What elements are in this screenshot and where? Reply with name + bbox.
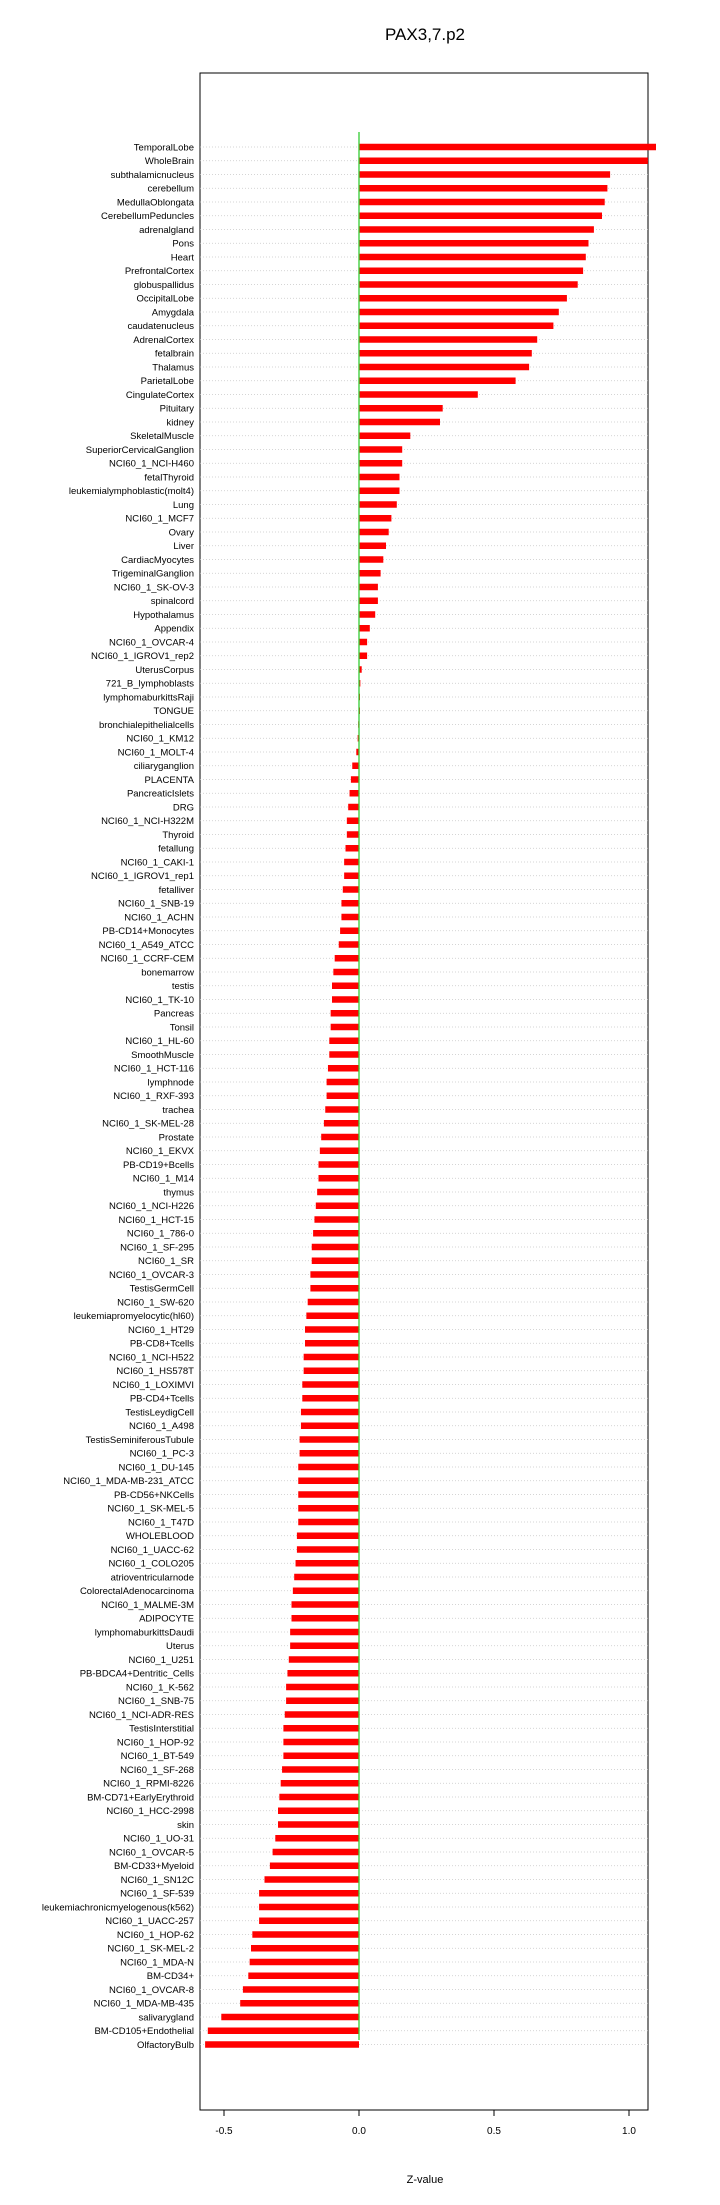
bar — [359, 474, 400, 481]
category-label: NCI60_1_SK-MEL-5 — [107, 1503, 194, 1515]
category-label: NCI60_1_IGROV1_rep2 — [91, 651, 194, 663]
bar — [259, 1890, 359, 1897]
category-label: NCI60_1_IGROV1_rep1 — [91, 871, 194, 883]
category-label: cerebellum — [147, 183, 194, 195]
category-label: PB-CD19+Bcells — [122, 1159, 194, 1171]
category-label: NCI60_1_RPMI-8226 — [103, 1778, 194, 1790]
bar — [259, 1904, 359, 1911]
category-label: PancreaticIslets — [126, 788, 194, 800]
bar — [290, 1643, 359, 1650]
bar — [312, 1258, 359, 1265]
bar — [302, 1381, 359, 1388]
category-label: kidney — [166, 417, 194, 429]
bar — [359, 570, 381, 577]
category-label: NCI60_1_SNB-19 — [117, 898, 194, 910]
x-tick-label: 1.0 — [622, 2126, 636, 2137]
bar — [250, 1959, 359, 1966]
category-label: Pons — [172, 238, 194, 250]
category-label: PB-BDCA4+Dentritic_Cells — [79, 1668, 194, 1680]
category-label: NCI60_1_TK-10 — [125, 994, 194, 1006]
bar — [359, 625, 370, 632]
bar — [359, 405, 443, 412]
bar — [306, 1313, 359, 1320]
bar — [300, 1436, 359, 1443]
bar — [292, 1601, 360, 1608]
category-label: NCI60_1_SK-OV-3 — [113, 582, 194, 594]
category-label: NCI60_1_OVCAR-4 — [108, 637, 194, 649]
bar — [359, 144, 656, 151]
category-label: SkeletalMuscle — [130, 431, 194, 443]
category-label: SuperiorCervicalGanglion — [85, 444, 194, 456]
category-label: atrioventricularnode — [110, 1572, 194, 1584]
category-label: NCI60_1_SF-295 — [120, 1242, 194, 1254]
bar — [321, 1134, 359, 1141]
category-label: NCI60_1_UACC-257 — [105, 1916, 194, 1928]
bar — [248, 1973, 359, 1980]
bar — [359, 185, 607, 192]
category-label: Thyroid — [162, 829, 194, 841]
category-label: TestisGermCell — [129, 1283, 194, 1295]
category-label: NCI60_1_M14 — [132, 1173, 194, 1185]
category-label: WholeBrain — [144, 156, 194, 168]
category-label: NCI60_1_MDA-MB-435 — [93, 1998, 194, 2010]
category-label: fetallung — [158, 843, 194, 855]
category-label: NCI60_1_SR — [138, 1256, 194, 1268]
bar — [359, 515, 391, 522]
bar — [359, 584, 378, 591]
bar — [327, 1079, 359, 1086]
bar — [329, 1038, 359, 1045]
bar — [359, 378, 516, 385]
bar — [343, 886, 359, 893]
category-label: ColorectalAdenocarcinoma — [79, 1586, 194, 1598]
bar — [331, 1010, 359, 1017]
category-label: spinalcord — [150, 596, 194, 608]
bar — [359, 336, 537, 343]
bar — [282, 1766, 359, 1773]
category-label: NCI60_1_OVCAR-8 — [108, 1984, 194, 1996]
bar — [359, 364, 529, 371]
bar — [278, 1821, 359, 1828]
category-label: Amygdala — [151, 307, 194, 319]
bar — [333, 969, 359, 976]
bar — [339, 941, 359, 948]
bar — [359, 419, 440, 426]
bar — [346, 845, 360, 852]
category-label: NCI60_1_NCI-ADR-RES — [88, 1709, 194, 1721]
category-label: NCI60_1_MCF7 — [125, 513, 194, 525]
category-label: NCI60_1_HOP-92 — [116, 1737, 194, 1749]
bar — [359, 254, 586, 261]
bar — [300, 1450, 359, 1457]
bar — [273, 1849, 359, 1856]
category-label: NCI60_1_PC-3 — [129, 1448, 194, 1460]
bar — [359, 240, 589, 247]
category-label: lymphomaburkittsDaudi — [94, 1627, 194, 1639]
category-label: BM-CD105+Endothelial — [94, 2026, 194, 2038]
category-label: NCI60_1_K-562 — [125, 1682, 194, 1694]
category-label: TONGUE — [153, 706, 194, 718]
x-tick-label: 0.0 — [352, 2126, 366, 2137]
category-label: NCI60_1_SW-620 — [117, 1297, 194, 1309]
bar — [327, 1093, 359, 1100]
category-label: NCI60_1_HCT-116 — [113, 1063, 194, 1075]
category-label: adrenalgland — [139, 224, 194, 236]
x-axis — [215, 2110, 636, 2137]
category-label: NCI60_1_CCRF-CEM — [100, 953, 194, 965]
category-label: NCI60_1_NCI-H460 — [108, 458, 194, 470]
bar — [301, 1423, 359, 1430]
bar — [359, 309, 559, 316]
bar — [359, 281, 578, 288]
bar — [332, 983, 359, 990]
bar — [294, 1574, 359, 1581]
bar — [317, 1189, 359, 1196]
bar — [359, 529, 389, 536]
category-label: Liver — [173, 541, 194, 553]
bar — [297, 1533, 359, 1540]
category-label: Thalamus — [152, 362, 194, 374]
bar — [308, 1299, 359, 1306]
category-label: fetalbrain — [154, 348, 194, 360]
category-label: leukemiapromyelocytic(hl60) — [73, 1311, 194, 1323]
bar — [296, 1560, 359, 1567]
bar — [252, 1931, 359, 1938]
category-label: Prostate — [158, 1132, 194, 1144]
category-label: NCI60_1_BT-549 — [120, 1751, 194, 1763]
category-label: DRG — [172, 802, 194, 814]
bar — [221, 2014, 359, 2021]
category-label: CardiacMyocytes — [121, 554, 194, 566]
category-label: Ovary — [168, 527, 194, 539]
category-label: NCI60_1_SF-539 — [120, 1888, 194, 1900]
bar — [359, 350, 532, 357]
bar — [298, 1478, 359, 1485]
bar — [313, 1230, 359, 1237]
bar — [285, 1711, 359, 1718]
bar — [298, 1505, 359, 1512]
bar — [287, 1670, 359, 1677]
bar — [320, 1148, 359, 1155]
bar — [329, 1051, 359, 1058]
category-label: NCI60_1_OVCAR-3 — [108, 1269, 194, 1281]
bar — [270, 1863, 359, 1870]
category-label: NCI60_1_SK-MEL-2 — [107, 1943, 194, 1955]
bar — [310, 1285, 359, 1292]
category-label: Hypothalamus — [133, 609, 194, 621]
bar — [359, 611, 375, 618]
category-label: NCI60_1_HCC-2998 — [106, 1806, 194, 1818]
bar — [314, 1216, 359, 1223]
bar — [283, 1739, 359, 1746]
bar — [298, 1519, 359, 1526]
category-label: NCI60_1_MALME-3M — [101, 1599, 194, 1611]
category-label: NCI60_1_U251 — [128, 1654, 194, 1666]
category-label: trachea — [162, 1104, 194, 1116]
bar — [350, 790, 359, 797]
category-label: lymphomaburkittsRaji — [103, 692, 194, 704]
bar — [283, 1753, 359, 1760]
bar — [279, 1794, 359, 1801]
category-label: PB-CD56+NKCells — [114, 1489, 194, 1501]
bar — [305, 1340, 359, 1347]
category-label: 721_B_lymphoblasts — [105, 678, 194, 690]
bar — [304, 1368, 359, 1375]
category-label: globuspallidus — [133, 279, 194, 291]
category-label: Pancreas — [153, 1008, 194, 1020]
category-label: NCI60_1_SK-MEL-28 — [102, 1118, 194, 1130]
bar — [293, 1588, 359, 1595]
category-label: PB-CD14+Monocytes — [102, 926, 194, 938]
bar — [265, 1876, 360, 1883]
bar — [275, 1835, 359, 1842]
category-label: NCI60_1_SF-268 — [120, 1764, 194, 1776]
category-label: NCI60_1_EKVX — [125, 1146, 194, 1158]
bar — [297, 1546, 359, 1553]
category-label: subthalamicnucleus — [110, 169, 194, 181]
category-label: NCI60_1_NCI-H522 — [108, 1352, 194, 1364]
category-label: TestisInterstitial — [129, 1723, 194, 1735]
category-label: NCI60_1_HCT-15 — [118, 1214, 194, 1226]
category-label: skin — [177, 1819, 194, 1831]
bar — [359, 598, 378, 605]
category-label: TestisSeminiferousTubule — [85, 1434, 194, 1446]
category-label: NCI60_1_OVCAR-5 — [108, 1847, 194, 1859]
category-label: salivarygland — [138, 2012, 194, 2024]
category-label: bronchialepithelialcells — [98, 719, 194, 731]
category-label: BM-CD71+EarlyErythroid — [87, 1792, 194, 1804]
category-label: NCI60_1_786-0 — [126, 1228, 194, 1240]
category-label: BM-CD33+Myeloid — [114, 1861, 194, 1873]
bar — [316, 1203, 359, 1210]
category-label: PB-CD4+Tcells — [129, 1393, 194, 1405]
category-label: NCI60_1_ACHN — [124, 912, 194, 924]
bar — [359, 391, 478, 398]
bar — [251, 1945, 359, 1952]
bar — [205, 2041, 359, 2048]
bar — [335, 955, 359, 962]
chart-title: PAX3,7.p2 — [384, 25, 466, 44]
bar — [324, 1120, 359, 1127]
bar — [208, 2028, 359, 2035]
category-label: ciliaryganglion — [133, 761, 194, 773]
bar — [359, 556, 383, 563]
category-label: NCI60_1_SNB-75 — [117, 1696, 194, 1708]
bar — [359, 295, 567, 302]
category-label: bonemarrow — [141, 967, 194, 979]
category-label: NCI60_1_KM12 — [126, 733, 194, 745]
bar — [240, 2000, 359, 2007]
category-label: caudatenucleus — [127, 321, 194, 333]
category-label: Uterus — [166, 1641, 194, 1653]
x-axis-title: Z-value — [406, 2174, 444, 2186]
bar — [331, 1024, 359, 1031]
category-label: WHOLEBLOOD — [125, 1531, 194, 1543]
bar — [286, 1698, 359, 1705]
bar — [325, 1106, 359, 1113]
category-label: NCI60_1_HL-60 — [125, 1036, 194, 1048]
bar — [359, 158, 648, 165]
category-label: MedullaOblongata — [116, 197, 194, 209]
category-label: NCI60_1_UACC-62 — [110, 1544, 194, 1556]
category-label: Lung — [172, 499, 194, 511]
bar — [259, 1918, 359, 1925]
bar — [348, 804, 359, 811]
category-label: NCI60_1_UO-31 — [123, 1833, 194, 1845]
bar — [312, 1244, 359, 1251]
bar — [344, 873, 359, 880]
bar — [359, 501, 397, 508]
category-label: Heart — [170, 252, 194, 264]
bar — [286, 1684, 359, 1691]
bar — [359, 460, 402, 467]
bar — [359, 488, 400, 495]
category-label: NCI60_1_DU-145 — [118, 1462, 194, 1474]
bar — [341, 900, 359, 907]
bar — [298, 1491, 359, 1498]
bar — [298, 1464, 359, 1471]
bar — [278, 1808, 359, 1815]
category-label: fetalliver — [158, 884, 194, 896]
category-label: leukemialymphoblastic(molt4) — [68, 486, 194, 498]
category-label: ParietalLobe — [140, 376, 194, 388]
category-label: NCI60_1_MDA-MB-231_ATCC — [63, 1476, 194, 1488]
bar — [301, 1409, 359, 1416]
category-label: NCI60_1_A549_ATCC — [98, 939, 194, 951]
category-label: AdrenalCortex — [133, 334, 194, 346]
bar — [289, 1656, 359, 1663]
x-tick-label: -0.5 — [215, 2126, 233, 2137]
category-label: thymus — [163, 1187, 194, 1199]
category-label: PLACENTA — [144, 774, 194, 786]
category-label: TrigeminalGanglion — [111, 568, 194, 580]
category-label: NCI60_1_HS578T — [116, 1366, 194, 1378]
category-label: NCI60_1_HT29 — [127, 1324, 194, 1336]
bar — [243, 1986, 359, 1993]
category-label: NCI60_1_LOXIMVI — [112, 1379, 194, 1391]
bar — [359, 433, 410, 440]
category-label: NCI60_1_CAKI-1 — [120, 857, 194, 869]
category-label: NCI60_1_SN12C — [120, 1874, 194, 1886]
bar — [359, 639, 367, 646]
category-label: fetalThyroid — [144, 472, 194, 484]
bars — [205, 132, 656, 2048]
bar — [359, 213, 602, 220]
category-label: lymphnode — [147, 1077, 194, 1089]
bar — [359, 653, 367, 660]
category-label: TemporalLobe — [133, 142, 194, 154]
x-tick-label: 0.5 — [487, 2126, 501, 2137]
bar — [344, 859, 359, 866]
category-label: PB-CD8+Tcells — [129, 1338, 194, 1350]
category-label: NCI60_1_NCI-H226 — [108, 1201, 194, 1213]
bar — [359, 226, 594, 233]
bar — [302, 1395, 359, 1402]
category-label: Pituitary — [159, 403, 194, 415]
bar — [305, 1326, 359, 1333]
bar — [304, 1354, 359, 1361]
bar — [359, 199, 605, 206]
bar — [332, 996, 359, 1003]
category-label: NCI60_1_NCI-H322M — [101, 816, 194, 828]
category-label: NCI60_1_A498 — [129, 1421, 194, 1433]
category-label: NCI60_1_COLO205 — [108, 1558, 194, 1570]
bar — [341, 914, 359, 921]
bar — [351, 776, 359, 783]
bar — [281, 1780, 359, 1787]
category-label: OccipitalLobe — [136, 293, 194, 305]
category-label: Appendix — [154, 623, 194, 635]
bar — [328, 1065, 359, 1072]
bar — [340, 928, 359, 935]
category-labels — [42, 142, 195, 2051]
category-label: PrefrontalCortex — [124, 266, 194, 278]
category-label: NCI60_1_RXF-393 — [113, 1091, 194, 1103]
gridlines — [200, 147, 648, 2045]
bar — [292, 1615, 360, 1622]
bar — [359, 446, 402, 453]
category-label: CingulateCortex — [125, 389, 194, 401]
category-label: NCI60_1_T47D — [127, 1517, 194, 1529]
category-label: leukemiachronicmyelogenous(k562) — [41, 1902, 194, 1914]
category-label: testis — [171, 981, 194, 993]
bar — [319, 1175, 360, 1182]
category-label: NCI60_1_HOP-62 — [116, 1929, 194, 1941]
bar — [359, 268, 583, 275]
category-label: TestisLeydigCell — [125, 1407, 194, 1419]
bar — [319, 1161, 360, 1168]
bar — [290, 1629, 359, 1636]
bar — [283, 1725, 359, 1732]
bar — [347, 818, 359, 825]
category-label: BM-CD34+ — [146, 1971, 194, 1983]
category-label: Tonsil — [169, 1022, 194, 1034]
category-label: CerebellumPeduncles — [101, 211, 194, 223]
category-label: ADIPOCYTE — [139, 1613, 194, 1625]
bar — [359, 323, 553, 330]
bar — [310, 1271, 359, 1278]
bar — [347, 831, 359, 838]
bar — [359, 171, 610, 178]
category-label: NCI60_1_MDA-N — [120, 1957, 194, 1969]
category-label: UterusCorpus — [135, 664, 194, 676]
category-label: NCI60_1_MOLT-4 — [117, 747, 194, 759]
category-label: OlfactoryBulb — [136, 2039, 194, 2051]
bar — [352, 763, 359, 770]
category-label: SmoothMuscle — [131, 1049, 194, 1061]
bar — [359, 543, 386, 550]
